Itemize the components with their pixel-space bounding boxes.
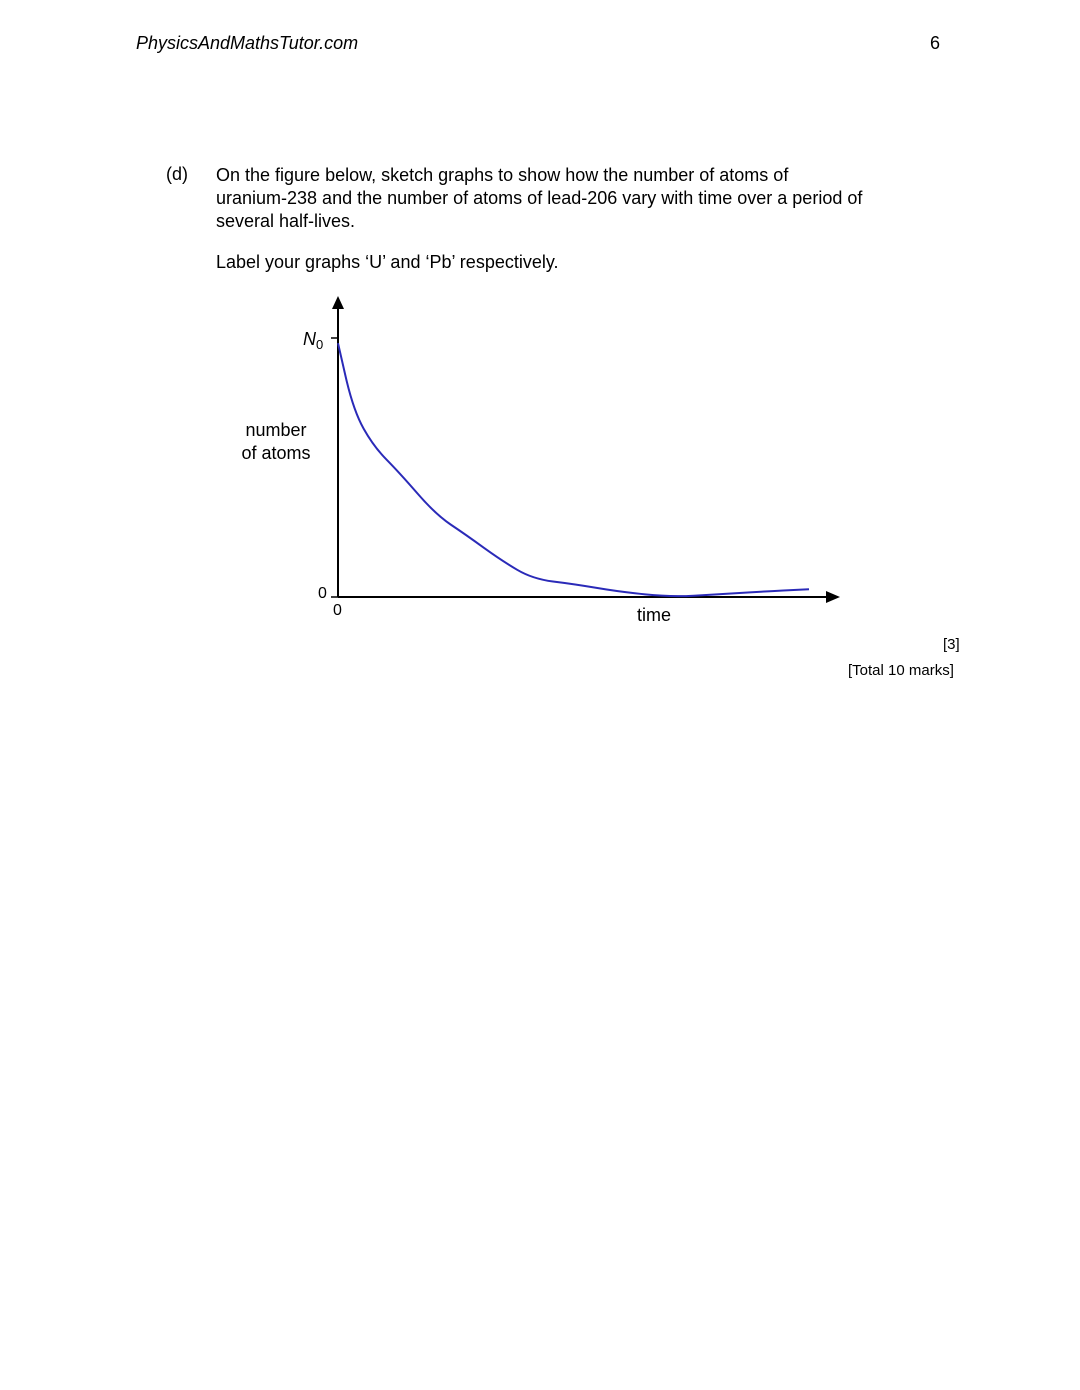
question-instruction: Label your graphs ‘U’ and ‘Pb’ respectively. <box>216 252 559 272</box>
question-line-3: several half-lives. <box>216 211 356 231</box>
n0-label <box>303 329 323 352</box>
total-marks: [Total 10 marks] <box>848 662 954 679</box>
y-axis-label-line-2: of atoms <box>241 443 311 463</box>
question-line-1: On the figure below, sketch graphs to show how the number of atoms of <box>216 165 789 185</box>
n0-letter: N <box>303 329 316 349</box>
x-axis-label: time <box>637 605 672 625</box>
question-part-label: (d) <box>166 164 188 184</box>
site-name: PhysicsAndMathsTutor.com <box>136 33 359 53</box>
y-axis-arrowhead <box>332 296 344 309</box>
page-number: 6 <box>930 33 941 53</box>
x-axis-arrowhead <box>826 591 840 603</box>
marks-available: [3] <box>943 636 960 653</box>
u-curve-line <box>338 343 809 596</box>
n0-subscript: 0 <box>316 337 324 352</box>
y-axis-label-line-1: number <box>245 420 307 440</box>
y-axis-label <box>238 419 314 465</box>
x-origin-label: 0 <box>333 602 342 619</box>
question-line-2: uranium-238 and the number of atoms of lead-206 vary with time over a period of <box>216 188 863 208</box>
y-origin-label: 0 <box>318 585 327 602</box>
